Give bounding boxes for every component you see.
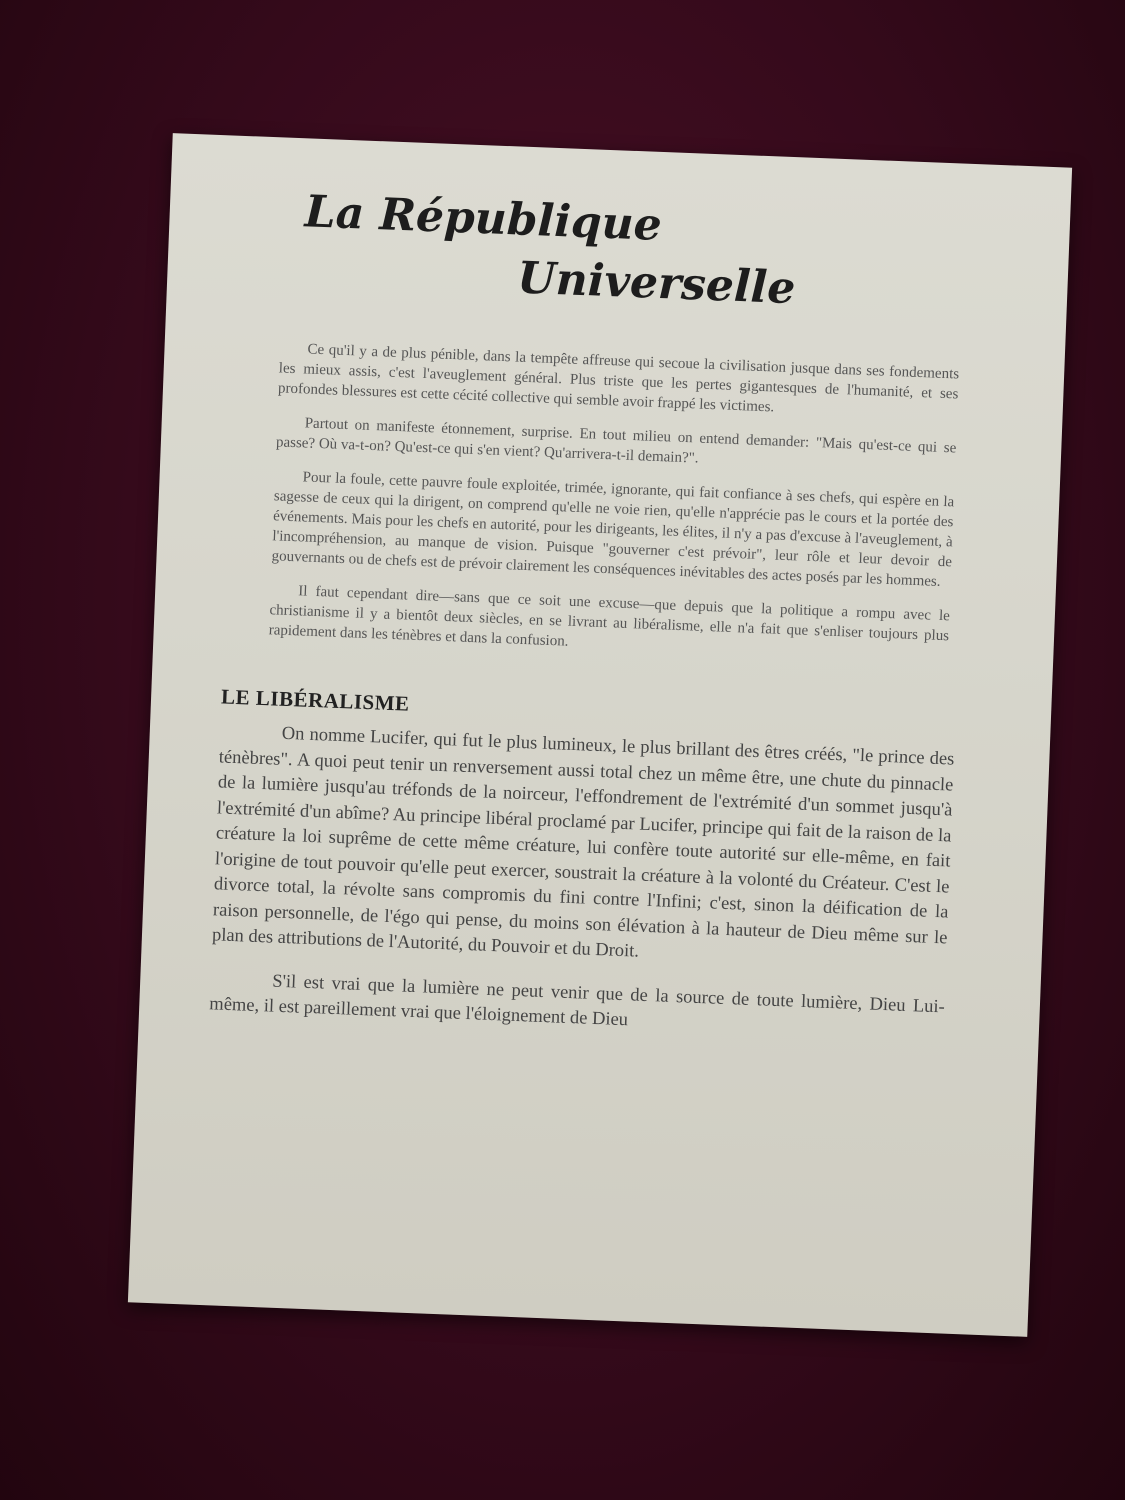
- section-heading: LE LIBÉRALISME: [220, 684, 411, 716]
- intro-paragraph: Ce qu'il y a de plus pénible, dans la tempête affreuse qui secoue la civilisation jusque dans ses fondements les mieux assis, c'est l'aveuglement général. Plus triste que les pertes gigantesques de l'humanité, et ses profondes blessures est cette cécité collective qui semble avoir frappé les victimes.: [277, 341, 960, 416]
- intro-paragraph: Partout on manifeste étonnement, surprise. En tout milieu on entend demander: "Mais qu'est-ce qui se passe? Où va-t-on? Qu'est-ce qui s'en vient? Qu'arrivera-t-il demain?".: [275, 415, 957, 467]
- intro-section: [248, 338, 969, 667]
- section-body: [209, 719, 955, 1045]
- document-title: [262, 182, 976, 325]
- paper-sheet: [128, 133, 1072, 1337]
- title-line-1: La République: [303, 186, 663, 251]
- body-paragraph: S'il est vrai que la lumière ne peut venir que de la source de toute lumière, Dieu Lui-même, il est pareillement vrai que l'éloignement de Dieu: [208, 971, 946, 1031]
- title-line-2: Universelle: [516, 252, 797, 315]
- body-paragraph: On nomme Lucifer, qui fut le plus lumineux, le plus brillant des êtres créés, "le prince des ténèbres". A quoi peut tenir un renversement aussi total chez un même être, une chute du pinnacle de la lumière jusqu'au tréfonds de la noirceur, l'effondrement de l'extrémité d'un sommet jusqu'à l'extrémité d'un abîme? Au principe libéral proclamé par Lucifer, principe qui fait de la raison de la créature la loi suprême de cette même créature, lui confère toute autorité sur elle-même, en fait l'origine de tout pouvoir qu'elle peut exercer, soustrait la créature à la volonté du Créateur. C'est le divorce total, la révolte sans compromis du fini contre l'Infini; c'est, sinon la déification de la raison personnelle, de l'égo qui pense, du moins son élévation à la hauteur de Dieu même sur le plan des attributions de l'Autorité, du Pouvoir et du Droit.: [211, 723, 955, 962]
- intro-paragraph: Il faut cependant dire—sans que ce soit une excuse—que depuis que la politique a rompu avec le christianisme il y a bientôt deux siècles, en se livrant au libéralisme, elle n'a fait que s'enliser toujours plus rapidement dans les ténèbres et dans la confusion.: [268, 583, 951, 650]
- intro-paragraph: Pour la foule, cette pauvre foule exploitée, trimée, ignorante, qui fait confiance à ses chefs, qui espère en la sagesse de ceux qui la dirigent, on comprend qu'elle ne voie rien, qu'elle n'apprécie pas le cours et la portée des événements. Mais pour les chefs en autorité, pour les dirigeants, les élites, il n'y a pas d'excuse à l'aveuglement, à l'incompréhension, au manque de vision. Puisque "gouverner c'est prévoir", leur rôle et leur devoir de gouvernants ou de chefs est de prévoir clairement les conséquences inévitables des actes posés par les hommes.: [271, 469, 955, 590]
